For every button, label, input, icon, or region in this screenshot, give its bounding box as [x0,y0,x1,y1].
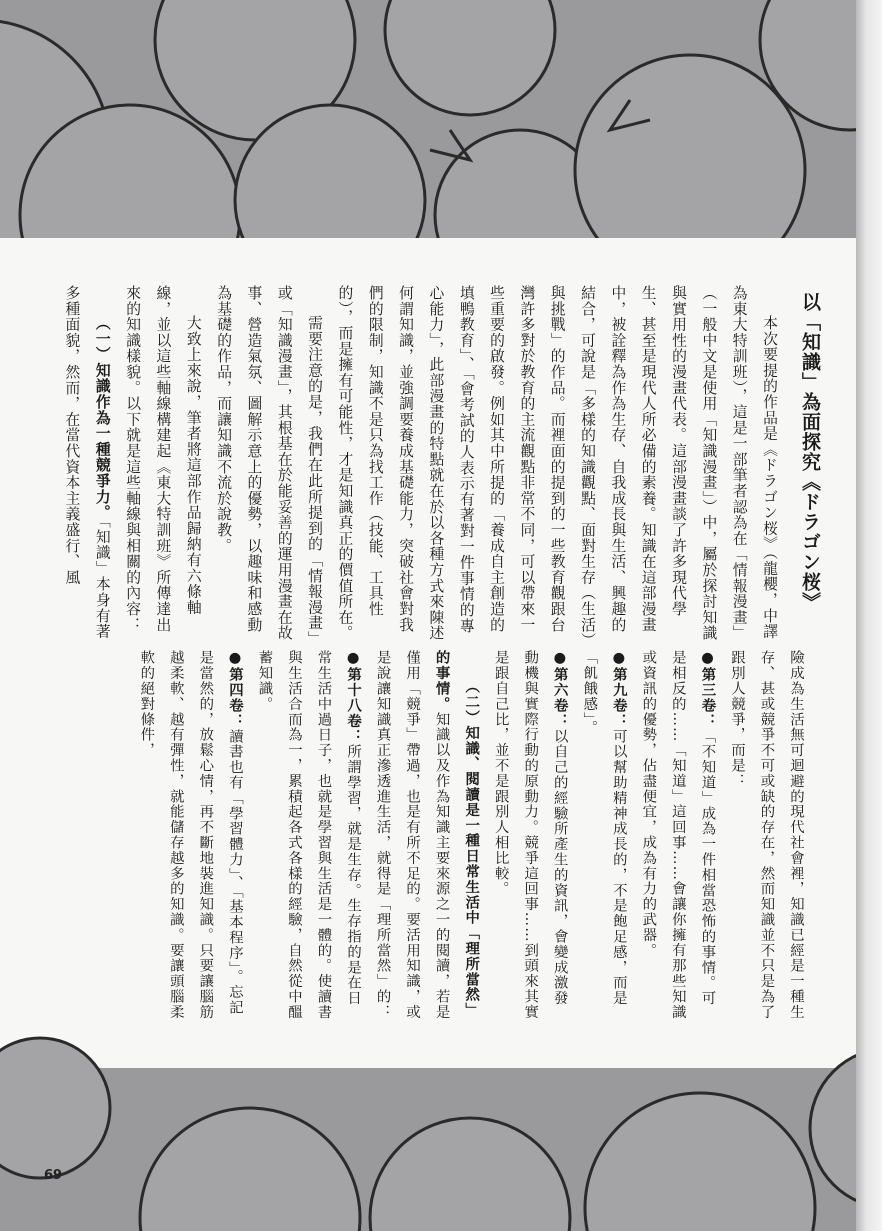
article-body-upper [64,285,784,645]
section-heading: （二）知識、閱讀是一種日常生活中「理所當然」的事情。 [433,650,480,1018]
page-number: 69 [44,1168,63,1183]
paragraph-text: 以自己的經驗所產生的資訊，會變成激發動機與實際行動的原動力。競爭這回事……到頭來其實是跟自己比，並不是跟別人相比較。 [492,650,568,1020]
volume-label: 第九卷： [610,667,627,729]
volume-label: 第十八卷： [345,667,362,744]
page-edge-shadow [856,0,882,1231]
quote-item [633,650,722,1020]
paragraph-text: 讀書也有「學習體力」、「基本程序」。忘記是當然的，放鬆心情，再不斷地裝進知識。只要讓腦筋越柔軟、越有彈性，就能儲存越多的知識。要讓頭腦柔軟的絕對條件， [138,650,243,1020]
paragraph-text: 知識以及作為知識主要來源之一的閱讀，若是僅用「競爭」帶過，也是有所不足的。要活用知識，或是說讓知識真正滲透進生活，就得是「理所當然」的： [374,650,450,1020]
quote-item [131,650,249,1020]
paragraph-text: 「不知道」成為一件相當恐怖的事情。可是相反的……「知道」這回事……會讓你擁有那些知識或資訊的優勢，佔盡便宜，成為有力的武器。 [640,650,716,1020]
cloud-pattern-bottom [0,1068,882,1231]
paragraph-text: 險成為生活無可迴避的現代社會裡，知識已經是一種生存、甚或競爭不可或缺的存在，然而知識並不只是為了跟別人競爭，而是： [728,650,804,1020]
section-lead [721,650,810,1020]
paragraph: 大致上來說，筆者將這部作品歸納有六條軸線，並以這些軸線構建起《東大特訓班》所傳達出來的知識樣貌。以下就是這些軸線與相關的內容： [124,285,202,633]
volume-label: 第四卷： [226,667,243,729]
volume-label: 第三卷： [699,667,716,729]
top-decorative-band [0,0,882,238]
quote-item [574,650,633,1020]
section-lead [367,650,485,1020]
paragraph-text: 所謂學習，就是生存。生存指的是在日常生活中過日子，也就是學習與生活是一體的。使讀書與生活合而為一，累積起各式各樣的經驗，自然從中醞蓄知識。 [256,650,362,1020]
quote-item [485,650,574,1020]
volume-label: 第六卷： [551,667,568,729]
quote-item [249,650,367,1020]
article-body-lower [138,650,810,1020]
section-lead [56,285,117,645]
article-title: 以「知識」為面探究《ドラゴン桜》 [799,292,821,612]
cloud-pattern-top [0,0,882,238]
paragraph: 需要注意的是，我們在此所提到的「情報漫畫」或「知識漫畫」，其根基在於能妥善的運用漫畫在故事、營造氣氛、圖解示意上的優勢，以趣味和感動為基礎的作品，而讓知識不流於說教。 [215,285,324,641]
bottom-decorative-band [0,1068,882,1231]
section-heading: （一）知識作為一種競爭力。 [93,314,111,520]
paragraph-text: 可以幫助精神成長的，不是飽足感，而是「飢餓感」。 [581,650,627,1006]
paragraph-text: 「知識」本身有著多種面貌，然而，在當代資本主義盛行、風 [63,285,111,639]
paragraph: 本次要提的作品是《ドラゴン桜》（龍櫻，中譯為東大特訓班），這是一部筆者認為在「情報漫畫」（一般中文是使用「知識漫畫」）中，屬於探討知識與實用性的漫畫代表。這部漫畫談了許多現代學生、甚至是現代人所必備的素養。知識在這部漫畫中，被詮釋為作為生存、自我成長與生活、興趣的結合，可說是「多樣的知識觀點、面對生存（生活）與挑戰」的作品。而裡面的提到的一些教育觀跟台灣許多對於教育的主流觀點非常不同，可以帶來一些重要的啟發。例如其中所提的「養成自主創造的填鴨教育」、「會考試的人表示有著對一件事情的專心能力」，此部漫畫的特點就在於以各種方式來陳述何謂知識，並強調要養成基礎能力，突破社會對我們的限制，知識不是只為找工作（技能、工具性的），而是擁有可能性，才是知識真正的價值所在。 [336,285,778,641]
